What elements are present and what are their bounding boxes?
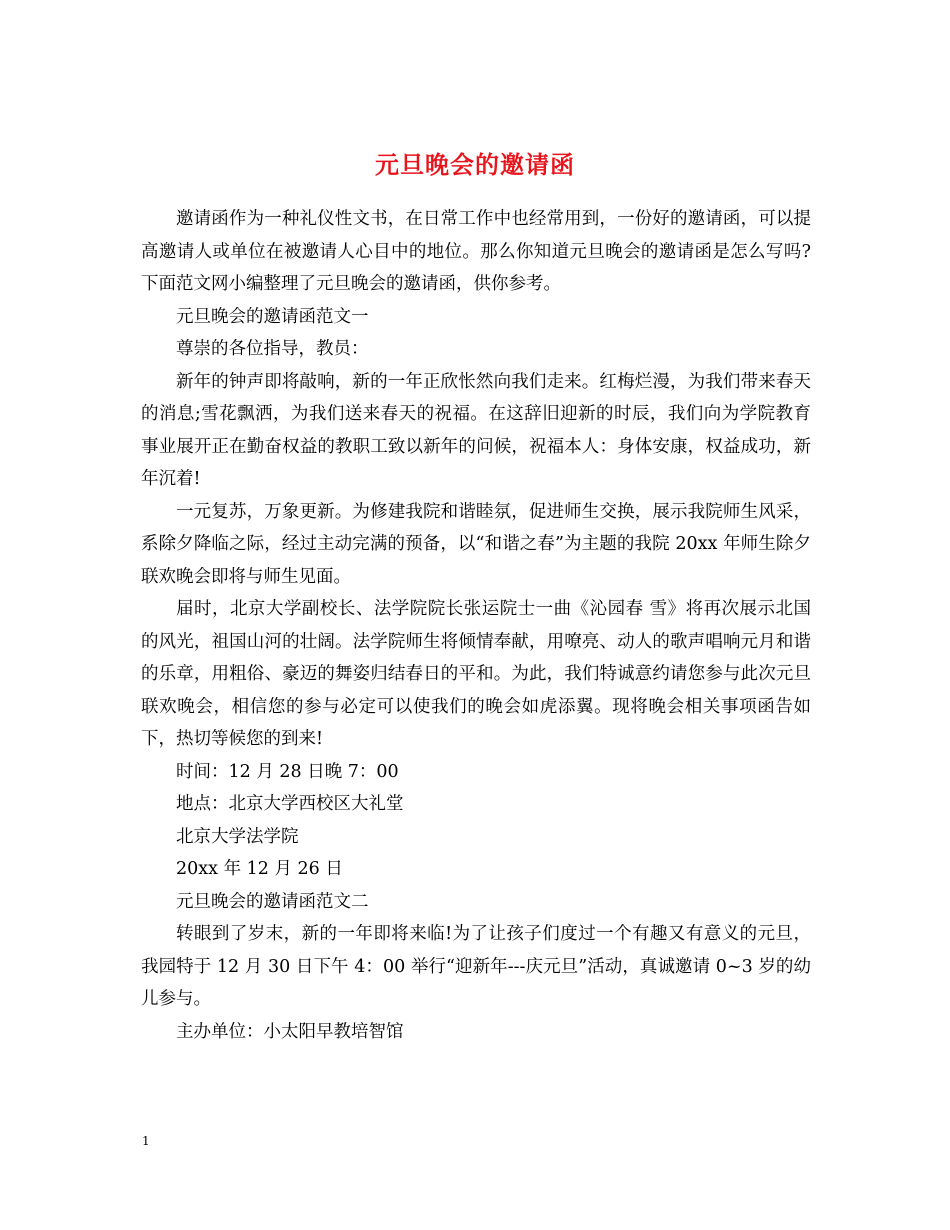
organizer-line: 主办单位：小太阳早教培智馆 xyxy=(176,1021,404,1042)
body-paragraph: 新年的钟声即将敲响，新的一年正欣怅然向我们走来。红梅烂漫，为我们带来春天的消息;雪花飘洒，为我们送来春天的祝福。在这辞旧迎新的时辰，我们向为学院教育事业展开正在勤奋权益的教职工致以新年的问候，祝福本人：身体安康，权益成功，新年沉着! xyxy=(141,371,811,489)
body-paragraph: 转眼到了岁末，新的一年即将来临!为了让孩子们度过一个有趣又有意义的元旦，我园特于 12 月 30 日下午 4：00 举行“迎新年---庆元旦”活动，真诚邀请 0~3 岁的幼儿参与。 xyxy=(141,924,811,1009)
sample-two-heading: 元旦晚会的邀请函范文二 xyxy=(176,891,369,912)
document-title: 元旦晚会的邀请函 xyxy=(375,150,575,180)
sample-one-heading: 元旦晚会的邀请函范文一 xyxy=(176,306,369,327)
event-time: 时间：12 月 28 日晚 7：00 xyxy=(176,761,399,782)
event-location: 地点：北京大学西校区大礼堂 xyxy=(176,794,404,814)
salutation: 尊崇的各位指导，教员： xyxy=(176,339,369,359)
document-date: 20xx 年 12 月 26 日 xyxy=(176,859,343,879)
document-body xyxy=(141,203,811,1048)
body-paragraph: 届时，北京大学副校长、法学院院长张运院士一曲《沁园春 雪》将再次展示北国的风光，祖国山河的壮阔。法学院师生将倾情奉献，用嘹亮、动人的歌声唱响元月和谐的乐章，用粗俗、豪迈的舞姿归结春日的平和。为此，我们特诚意约请您参与此次元旦联欢晚会，相信您的参与必定可以使我们的晚会如虎添翼。现将晚会相关事项函告如下，热切等候您的到来! xyxy=(141,599,811,749)
body-paragraph: 一元复苏，万象更新。为修建我院和谐睦氛，促进师生交换，展示我院师生风采，系除夕降临之际，经过主动完满的预备，以“和谐之春”为主题的我院 20xx 年师生除夕联欢晚会即将与师生见面。 xyxy=(141,501,811,587)
page-number: 1 xyxy=(142,1134,150,1148)
sender-organization: 北京大学法学院 xyxy=(176,826,299,847)
intro-paragraph: 邀请函作为一种礼仪性文书，在日常工作中也经常用到，一份好的邀请函，可以提高邀请人或单位在被邀请人心目中的地位。那么你知道元旦晚会的邀请函是怎么写吗?下面范文网小编整理了元旦晚会的邀请函，供你参考。 xyxy=(141,209,811,294)
